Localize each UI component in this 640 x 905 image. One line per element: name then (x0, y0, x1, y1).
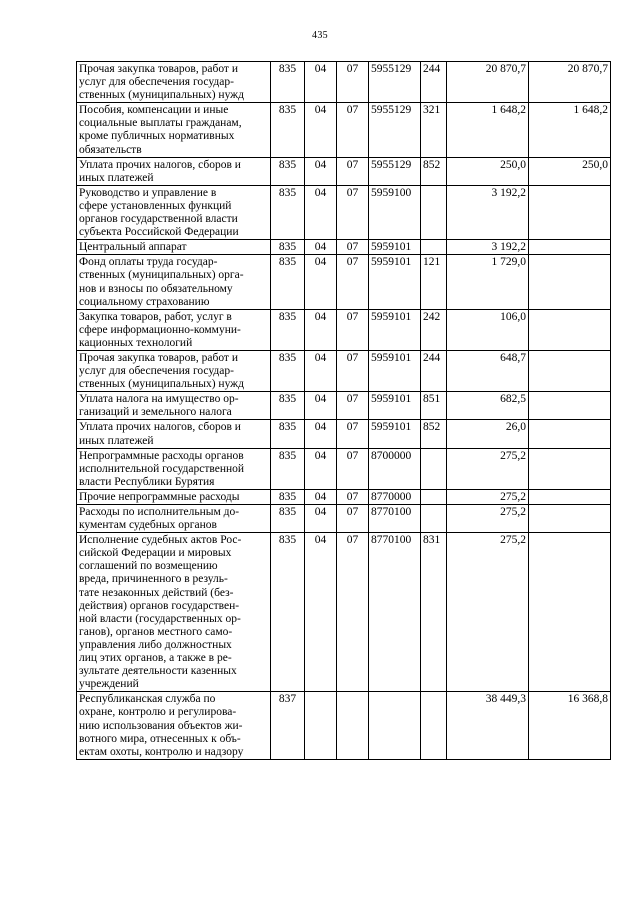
ministry-code-cell: 835 (271, 350, 305, 391)
table-row (77, 448, 611, 489)
amount-second-cell (529, 392, 611, 420)
amount-second-cell: 1 648,2 (529, 103, 611, 157)
expense-name-line: ной власти (государственных ор- (79, 612, 241, 625)
expense-name-line: Руководство и управление в (79, 186, 217, 199)
article-code-cell: 5959101 (369, 392, 421, 420)
expense-name-cell (77, 392, 271, 420)
expense-type-cell: 831 (421, 533, 447, 692)
expense-name-line: Уплата прочих налогов, сборов и (79, 421, 241, 434)
section-code-cell: 04 (305, 533, 337, 692)
expense-type-cell (421, 489, 447, 504)
table-row (77, 392, 611, 420)
expense-name-line: кументам судебных органов (79, 519, 217, 532)
table-row (77, 309, 611, 350)
expense-name-line: Исполнение судебных актов Рос- (79, 534, 242, 547)
article-code-cell: 8700000 (369, 448, 421, 489)
expense-name-cell (77, 185, 271, 239)
expense-name-line: Уплата налога на имущество ор- (79, 393, 239, 406)
amount-second-cell (529, 309, 611, 350)
expense-name-line: сфере установленных функций (79, 199, 232, 212)
expense-name-line: Прочая закупка товаров, работ и (79, 351, 238, 364)
subsection-code-cell: 07 (337, 62, 369, 103)
expense-name-line: нов и взносы по обязательному (79, 282, 233, 295)
expense-name-line: Закупка товаров, работ, услуг в (79, 310, 232, 323)
expense-name-cell (77, 309, 271, 350)
expense-name-cell (77, 692, 271, 759)
article-code-cell: 8770100 (369, 505, 421, 533)
expense-name-line: услуг для обеспечения государ- (79, 76, 234, 89)
expense-name-line: социальному страхованию (79, 295, 210, 308)
section-code-cell (305, 692, 337, 759)
section-code-cell: 04 (305, 255, 337, 309)
ministry-code-cell: 835 (271, 103, 305, 157)
table-row (77, 240, 611, 255)
expense-name-line: Фонд оплаты труда государ- (79, 256, 218, 269)
subsection-code-cell: 07 (337, 185, 369, 239)
article-code-cell: 5959101 (369, 350, 421, 391)
budget-table (76, 61, 611, 760)
expense-type-cell (421, 505, 447, 533)
expense-name-line: ственных (муниципальных) нужд (79, 378, 244, 391)
amount-cell: 1 648,2 (447, 103, 529, 157)
article-code-cell: 8770000 (369, 489, 421, 504)
expense-name-line: ганов), органов местного само- (79, 625, 233, 638)
expense-name-line: социальные выплаты гражданам, (79, 117, 242, 130)
subsection-code-cell: 07 (337, 420, 369, 448)
amount-cell: 275,2 (447, 448, 529, 489)
section-code-cell: 04 (305, 489, 337, 504)
amount-cell: 1 729,0 (447, 255, 529, 309)
expense-type-cell: 852 (421, 157, 447, 185)
article-code-cell: 5955129 (369, 62, 421, 103)
amount-cell: 275,2 (447, 533, 529, 692)
ministry-code-cell: 835 (271, 62, 305, 103)
expense-name-cell (77, 505, 271, 533)
expense-name-cell (77, 157, 271, 185)
table-row (77, 692, 611, 759)
table-row (77, 62, 611, 103)
section-code-cell: 04 (305, 392, 337, 420)
section-code-cell: 04 (305, 350, 337, 391)
amount-second-cell (529, 489, 611, 504)
expense-name-line: Прочая закупка товаров, работ и (79, 63, 238, 75)
amount-second-cell (529, 240, 611, 255)
expense-type-cell: 244 (421, 62, 447, 103)
amount-second-cell (529, 505, 611, 533)
amount-second-cell: 20 870,7 (529, 62, 611, 103)
ministry-code-cell: 835 (271, 309, 305, 350)
expense-name-line: обязательств (79, 143, 142, 156)
ministry-code-cell: 835 (271, 505, 305, 533)
expense-type-cell: 851 (421, 392, 447, 420)
expense-name-line: вреда, причиненного в резуль- (79, 573, 228, 586)
expense-name-line: Прочие непрограммные расходы (79, 490, 240, 503)
expense-name-line: тате незаконных действий (без- (79, 586, 234, 599)
expense-name-line: вотного мира, отнесенных к объ- (79, 732, 241, 745)
expense-name-line: Непрограммные расходы органов (79, 449, 244, 462)
section-code-cell: 04 (305, 157, 337, 185)
subsection-code-cell: 07 (337, 309, 369, 350)
subsection-code-cell: 07 (337, 240, 369, 255)
table-row (77, 185, 611, 239)
expense-name-line: ектам охоты, контролю и надзору (79, 745, 244, 758)
table-row (77, 489, 611, 504)
expense-name-line: нию использования объектов жи- (79, 719, 243, 732)
amount-cell: 250,0 (447, 157, 529, 185)
section-code-cell: 04 (305, 240, 337, 255)
expense-type-cell: 121 (421, 255, 447, 309)
subsection-code-cell: 07 (337, 489, 369, 504)
expense-name-line: власти Республики Бурятия (79, 475, 215, 488)
amount-cell: 106,0 (447, 309, 529, 350)
amount-second-cell (529, 255, 611, 309)
article-code-cell: 5959101 (369, 255, 421, 309)
table-row (77, 420, 611, 448)
expense-name-line: Республиканская служба по (79, 693, 216, 706)
expense-type-cell: 852 (421, 420, 447, 448)
ministry-code-cell: 835 (271, 392, 305, 420)
amount-second-cell (529, 420, 611, 448)
expense-name-cell (77, 489, 271, 504)
amount-cell: 38 449,3 (447, 692, 529, 759)
expense-name-line: сфере информационно-коммуни- (79, 323, 241, 336)
amount-second-cell (529, 533, 611, 692)
expense-name-cell (77, 255, 271, 309)
ministry-code-cell: 835 (271, 420, 305, 448)
table-row (77, 157, 611, 185)
expense-type-cell: 321 (421, 103, 447, 157)
expense-type-cell: 242 (421, 309, 447, 350)
expense-name-line: ственных (муниципальных) нужд (79, 89, 244, 102)
ministry-code-cell: 837 (271, 692, 305, 759)
table-row (77, 103, 611, 157)
expense-name-cell (77, 240, 271, 255)
expense-name-line: услуг для обеспечения государ- (79, 365, 234, 378)
amount-second-cell (529, 350, 611, 391)
section-code-cell: 04 (305, 505, 337, 533)
expense-name-line: соглашений по возмещению (79, 560, 218, 573)
amount-second-cell: 250,0 (529, 157, 611, 185)
subsection-code-cell: 07 (337, 392, 369, 420)
ministry-code-cell: 835 (271, 185, 305, 239)
article-code-cell: 5959101 (369, 240, 421, 255)
page-number: 435 (312, 30, 328, 41)
expense-name-line: ганизаций и земельного налога (79, 406, 232, 419)
expense-name-line: учреждений (79, 678, 139, 691)
subsection-code-cell: 07 (337, 505, 369, 533)
section-code-cell: 04 (305, 448, 337, 489)
ministry-code-cell: 835 (271, 489, 305, 504)
subsection-code-cell (337, 692, 369, 759)
amount-cell: 20 870,7 (447, 62, 529, 103)
ministry-code-cell: 835 (271, 157, 305, 185)
amount-second-cell (529, 185, 611, 239)
expense-name-line: лиц этих органов, а также в ре- (79, 652, 232, 665)
table-row (77, 255, 611, 309)
table-row (77, 505, 611, 533)
expense-name-cell (77, 350, 271, 391)
expense-type-cell (421, 240, 447, 255)
article-code-cell (369, 692, 421, 759)
amount-cell: 275,2 (447, 505, 529, 533)
amount-cell: 3 192,2 (447, 185, 529, 239)
expense-name-line: Пособия, компенсации и иные (79, 104, 229, 117)
article-code-cell: 5955129 (369, 157, 421, 185)
expense-name-cell (77, 103, 271, 157)
section-code-cell: 04 (305, 420, 337, 448)
amount-cell: 648,7 (447, 350, 529, 391)
expense-type-cell (421, 448, 447, 489)
ministry-code-cell: 835 (271, 448, 305, 489)
expense-name-line: зультате деятельности казенных (79, 665, 237, 678)
expense-name-line: субъекта Российской Федерации (79, 226, 239, 239)
expense-name-cell (77, 420, 271, 448)
expense-type-cell (421, 185, 447, 239)
section-code-cell: 04 (305, 62, 337, 103)
subsection-code-cell: 07 (337, 157, 369, 185)
expense-name-line: сийской Федерации и мировых (79, 547, 232, 560)
subsection-code-cell: 07 (337, 533, 369, 692)
expense-name-cell (77, 448, 271, 489)
article-code-cell: 5955129 (369, 103, 421, 157)
ministry-code-cell: 835 (271, 533, 305, 692)
expense-name-line: кационных технологий (79, 336, 193, 349)
expense-name-line: охране, контролю и регулирова- (79, 706, 237, 719)
ministry-code-cell: 835 (271, 240, 305, 255)
expense-name-line: Расходы по исполнительным до- (79, 506, 240, 518)
expense-name-line: кроме публичных нормативных (79, 130, 235, 143)
expense-name-line: ственных (муниципальных) орга- (79, 269, 244, 282)
section-code-cell: 04 (305, 103, 337, 157)
expense-type-cell: 244 (421, 350, 447, 391)
subsection-code-cell: 07 (337, 448, 369, 489)
article-code-cell: 5959101 (369, 309, 421, 350)
ministry-code-cell: 835 (271, 255, 305, 309)
expense-name-line: органов государственной власти (79, 213, 238, 226)
table-body (77, 62, 611, 760)
amount-cell: 275,2 (447, 489, 529, 504)
subsection-code-cell: 07 (337, 255, 369, 309)
article-code-cell: 8770100 (369, 533, 421, 692)
expense-name-cell (77, 533, 271, 692)
subsection-code-cell: 07 (337, 103, 369, 157)
article-code-cell: 5959101 (369, 420, 421, 448)
expense-type-cell (421, 692, 447, 759)
expense-name-line: Уплата прочих налогов, сборов и (79, 158, 241, 171)
expense-name-line: действия) органов государствен- (79, 599, 240, 612)
expense-name-line: Центральный аппарат (79, 241, 187, 254)
expense-name-line: управления либо должностных (79, 638, 232, 651)
expense-name-line: исполнительной государственной (79, 462, 245, 475)
section-code-cell: 04 (305, 309, 337, 350)
table-row (77, 533, 611, 692)
table-row (77, 350, 611, 391)
amount-second-cell (529, 448, 611, 489)
amount-second-cell: 16 368,8 (529, 692, 611, 759)
article-code-cell: 5959100 (369, 185, 421, 239)
expense-name-cell (77, 62, 271, 103)
amount-cell: 682,5 (447, 392, 529, 420)
amount-cell: 3 192,2 (447, 240, 529, 255)
expense-name-line: иных платежей (79, 171, 154, 184)
subsection-code-cell: 07 (337, 350, 369, 391)
amount-cell: 26,0 (447, 420, 529, 448)
expense-name-line: иных платежей (79, 434, 154, 447)
section-code-cell: 04 (305, 185, 337, 239)
